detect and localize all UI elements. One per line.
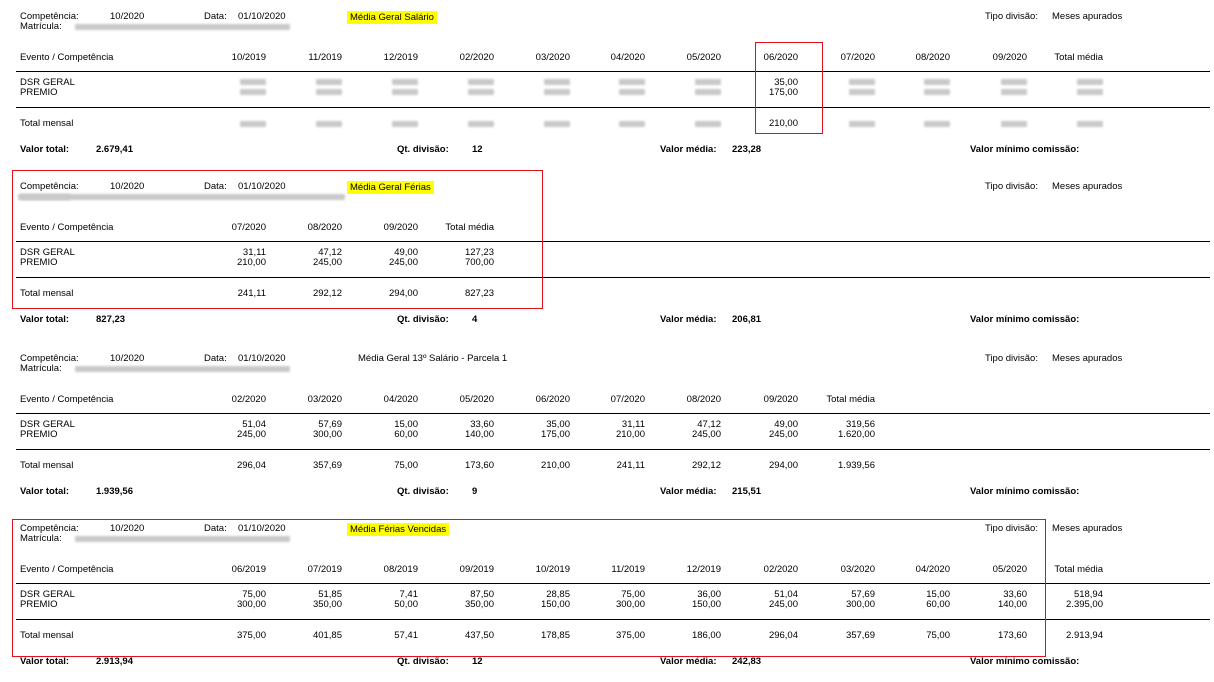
dsr-value: 47,12	[697, 419, 721, 430]
redacted-value	[316, 79, 342, 85]
dsr-value: 31,11	[242, 247, 266, 258]
total-mensal-value: 173,60	[464, 460, 494, 471]
redacted-value	[392, 89, 418, 95]
data-label: Data:	[204, 181, 227, 192]
redacted-value	[240, 79, 266, 85]
valor-media-value: 206,81	[732, 314, 762, 325]
column-header: 07/2020	[610, 394, 645, 405]
column-header: 06/2020	[763, 52, 798, 63]
premio-value: 2.395,00	[1066, 599, 1103, 610]
redacted-value	[924, 79, 950, 85]
competencia-label: Competência:	[20, 181, 79, 192]
column-header: 08/2019	[383, 564, 418, 575]
total-mensal-value: 357,69	[845, 630, 875, 641]
qt-divisao-value: 12	[472, 656, 483, 667]
column-header: 04/2020	[915, 564, 950, 575]
column-header: 05/2020	[992, 564, 1027, 575]
redacted-value	[1001, 89, 1027, 95]
redacted-value	[619, 89, 645, 95]
redacted-value	[544, 79, 570, 85]
tipo-divisao-value: Meses apurados	[1052, 353, 1123, 364]
total-mensal-value: 57,41	[394, 630, 418, 641]
total-mensal-value: 375,00	[615, 630, 645, 641]
column-header: Total média	[826, 394, 875, 405]
total-mensal-value: 294,00	[388, 288, 418, 299]
column-header: 02/2020	[763, 564, 798, 575]
column-header: 08/2020	[307, 222, 342, 233]
dsr-geral-label: DSR GERAL	[20, 247, 75, 258]
column-header: 03/2020	[307, 394, 342, 405]
dsr-value: 31,11	[621, 419, 645, 430]
redacted-total	[1077, 121, 1103, 127]
premio-value: 245,00	[768, 429, 798, 440]
redacted-value	[619, 79, 645, 85]
premio-value: 1.620,00	[838, 429, 875, 440]
dsr-value: 51,85	[318, 589, 342, 600]
total-mensal-value: 1.939,56	[838, 460, 875, 471]
total-mensal-value: 375,00	[236, 630, 266, 641]
valor-total-label: Valor total:	[20, 314, 70, 325]
valor-media-value: 223,28	[732, 144, 762, 155]
tipo-divisao-label: Tipo divisão:	[985, 353, 1038, 364]
evento-header: Evento / Competência	[20, 564, 114, 575]
column-header: 10/2019	[231, 52, 266, 63]
data-label: Data:	[204, 353, 227, 364]
column-header: 08/2020	[915, 52, 950, 63]
valor-media-label: Valor média:	[660, 486, 717, 497]
valor-media-value: 242,83	[732, 656, 762, 667]
total-mensal-value: 2.913,94	[1066, 630, 1103, 641]
column-header: 07/2019	[307, 564, 342, 575]
redacted-value	[316, 89, 342, 95]
column-header: 04/2020	[610, 52, 645, 63]
column-header: 02/2020	[231, 394, 266, 405]
column-header: 07/2020	[840, 52, 875, 63]
dsr-value: 57,69	[851, 589, 875, 600]
premio-value: 300,00	[236, 599, 266, 610]
premio-value: 300,00	[845, 599, 875, 610]
premio-label: PREMIO	[20, 257, 58, 268]
section-title: Média Férias Vencidas	[347, 523, 449, 536]
total-mensal-label: Total mensal	[20, 118, 74, 129]
premio-label: PREMIO	[20, 429, 58, 440]
premio-value: 350,00	[312, 599, 342, 610]
column-header: 05/2020	[686, 52, 721, 63]
qt-divisao-label: Qt. divisão:	[397, 656, 449, 667]
redacted-total	[619, 121, 645, 127]
total-mensal-value: 401,85	[312, 630, 342, 641]
dsr-value: 51,04	[242, 419, 266, 430]
total-mensal-value: 75,00	[394, 460, 418, 471]
column-header: 12/2019	[383, 52, 418, 63]
dsr-value: 15,00	[394, 419, 418, 430]
competencia-value: 10/2020	[110, 11, 145, 22]
redacted-value	[392, 79, 418, 85]
valor-total-value: 2.913,94	[96, 656, 133, 667]
premio-value: 50,00	[394, 599, 418, 610]
redacted-total	[316, 121, 342, 127]
total-mensal-value: 173,60	[997, 630, 1027, 641]
column-header: Total média	[445, 222, 494, 233]
valor-media-label: Valor média:	[660, 144, 717, 155]
redacted-value	[849, 89, 875, 95]
dsr-value: 7,41	[399, 589, 418, 600]
column-header: 09/2020	[383, 222, 418, 233]
evento-header: Evento / Competência	[20, 52, 114, 63]
valor-total-label: Valor total:	[20, 144, 70, 155]
dsr-value: 51,04	[774, 589, 798, 600]
competencia-label: Competência:	[20, 353, 79, 364]
redacted-value	[695, 89, 721, 95]
column-header: 03/2020	[840, 564, 875, 575]
column-header: 11/2019	[611, 564, 645, 575]
dsr-value: 319,56	[845, 419, 875, 430]
valor-minimo-label: Valor mínimo comissão:	[970, 486, 1080, 497]
dsr-value: 518,94	[1073, 589, 1103, 600]
valor-total-value: 2.679,41	[96, 144, 133, 155]
premio-label: PREMIO	[20, 87, 58, 98]
qt-divisao-label: Qt. divisão:	[397, 314, 449, 325]
column-header: 04/2020	[383, 394, 418, 405]
valor-total-value: 827,23	[96, 314, 126, 325]
column-header: 02/2020	[459, 52, 494, 63]
dsr-value: 49,00	[394, 247, 418, 258]
redacted-matricula	[75, 366, 290, 372]
dsr-value: 57,69	[318, 419, 342, 430]
header-divider	[16, 413, 1210, 414]
valor-total-value: 1.939,56	[96, 486, 133, 497]
redacted-value	[695, 79, 721, 85]
total-mensal-label: Total mensal	[20, 630, 74, 641]
column-header: 12/2019	[686, 564, 721, 575]
matricula-label: Matrícula:	[20, 21, 62, 32]
matricula-label: Matrícula:	[20, 533, 62, 544]
red-box-ferias-section	[12, 170, 543, 309]
tipo-divisao-value: Meses apurados	[1052, 11, 1123, 22]
premio-value: 210,00	[615, 429, 645, 440]
competencia-value: 10/2020	[110, 523, 145, 534]
section-title: Média Geral Férias	[347, 181, 434, 194]
section-title: Média Geral Salário	[347, 11, 437, 24]
premio-value: 350,00	[464, 599, 494, 610]
dsr-value: 35,00	[546, 419, 570, 430]
column-header: 06/2019	[231, 564, 266, 575]
report-section	[0, 0, 1214, 170]
redacted-total	[1001, 121, 1027, 127]
total-mensal-value: 296,04	[768, 630, 798, 641]
column-header: 05/2020	[459, 394, 494, 405]
total-mensal-value: 210,00	[540, 460, 570, 471]
total-mensal-value: 292,12	[691, 460, 721, 471]
valor-minimo-label: Valor mínimo comissão:	[970, 314, 1080, 325]
premio-value: 150,00	[540, 599, 570, 610]
premio-value: 140,00	[997, 599, 1027, 610]
report-section	[0, 342, 1214, 512]
data-label: Data:	[204, 523, 227, 534]
total-mensal-value: 357,69	[312, 460, 342, 471]
dsr-geral-label: DSR GERAL	[20, 589, 75, 600]
section-title: Média Geral 13º Salário - Parcela 1	[358, 353, 508, 364]
redacted-total	[849, 121, 875, 127]
premio-value: 210,00	[236, 257, 266, 268]
redacted-total	[695, 121, 721, 127]
premio-value: 245,00	[768, 599, 798, 610]
evento-header: Evento / Competência	[20, 394, 114, 405]
dsr-value: 33,60	[1003, 589, 1027, 600]
premio-label: PREMIO	[20, 599, 58, 610]
dsr-value: 49,00	[774, 419, 798, 430]
dsr-value: 15,00	[926, 589, 950, 600]
data-value: 01/10/2020	[238, 11, 286, 22]
total-divider	[16, 449, 1210, 450]
premio-value: 245,00	[388, 257, 418, 268]
competencia-label: Competência:	[20, 11, 79, 22]
qt-divisao-label: Qt. divisão:	[397, 486, 449, 497]
column-header: 09/2020	[992, 52, 1027, 63]
total-mensal-value: 186,00	[691, 630, 721, 641]
competencia-value: 10/2020	[110, 353, 145, 364]
dsr-value: 33,60	[470, 419, 494, 430]
redacted-value	[1077, 79, 1103, 85]
redacted-value	[849, 79, 875, 85]
qt-divisao-value: 4	[472, 314, 478, 325]
total-mensal-value: 241,11	[616, 460, 645, 471]
column-header: 09/2020	[763, 394, 798, 405]
premio-value: 300,00	[615, 599, 645, 610]
column-header: 08/2020	[686, 394, 721, 405]
premio-value: 60,00	[394, 429, 418, 440]
redacted-total	[240, 121, 266, 127]
red-box-june-column	[755, 42, 823, 134]
total-mensal-value: 178,85	[540, 630, 570, 641]
data-value: 01/10/2020	[238, 523, 286, 534]
column-header: 06/2020	[535, 394, 570, 405]
total-mensal-label: Total mensal	[20, 288, 74, 299]
data-value: 01/10/2020	[238, 181, 286, 192]
premio-value: 245,00	[312, 257, 342, 268]
tipo-divisao-value: Meses apurados	[1052, 181, 1123, 192]
header-divider	[16, 71, 1210, 72]
dsr-value: 75,00	[621, 589, 645, 600]
valor-minimo-label: Valor mínimo comissão:	[970, 144, 1080, 155]
qt-divisao-value: 12	[472, 144, 483, 155]
competencia-label: Competência:	[20, 523, 79, 534]
column-header: Total média	[1054, 564, 1103, 575]
data-label: Data:	[204, 11, 227, 22]
qt-divisao-value: 9	[472, 486, 478, 497]
redacted-value	[1077, 89, 1103, 95]
dsr-value: 127,23	[464, 247, 494, 258]
premio-value: 175,00	[768, 87, 798, 98]
redacted-value	[924, 89, 950, 95]
valor-media-label: Valor média:	[660, 656, 717, 667]
total-mensal-value: 292,12	[312, 288, 342, 299]
dsr-value: 87,50	[470, 589, 494, 600]
total-mensal-value: 241,11	[237, 288, 266, 299]
redacted-value	[468, 89, 494, 95]
total-mensal-value: 75,00	[926, 630, 950, 641]
premio-value: 60,00	[926, 599, 950, 610]
valor-media-value: 215,51	[732, 486, 762, 497]
matricula-label: Matrícula:	[20, 363, 62, 374]
premio-value: 150,00	[691, 599, 721, 610]
dsr-value: 36,00	[697, 589, 721, 600]
dsr-value: 28,85	[546, 589, 570, 600]
tipo-divisao-value: Meses apurados	[1052, 523, 1123, 534]
redacted-total	[468, 121, 494, 127]
redacted-value	[1001, 79, 1027, 85]
column-header: 03/2020	[535, 52, 570, 63]
valor-total-label: Valor total:	[20, 486, 70, 497]
total-mensal-label: Total mensal	[20, 460, 74, 471]
total-mensal-value: 437,50	[464, 630, 494, 641]
valor-minimo-label: Valor mínimo comissão:	[970, 656, 1080, 667]
qt-divisao-label: Qt. divisão:	[397, 144, 449, 155]
premio-value: 300,00	[312, 429, 342, 440]
premio-value: 175,00	[540, 429, 570, 440]
valor-total-label: Valor total:	[20, 656, 70, 667]
redacted-value	[468, 79, 494, 85]
dsr-value: 75,00	[242, 589, 266, 600]
total-mensal-value: 296,04	[236, 460, 266, 471]
total-mensal-value: 210,00	[768, 118, 798, 129]
redacted-value	[544, 89, 570, 95]
tipo-divisao-label: Tipo divisão:	[985, 181, 1038, 192]
total-mensal-value: 294,00	[768, 460, 798, 471]
tipo-divisao-label: Tipo divisão:	[985, 523, 1038, 534]
data-value: 01/10/2020	[238, 353, 286, 364]
premio-value: 245,00	[236, 429, 266, 440]
tipo-divisao-label: Tipo divisão:	[985, 11, 1038, 22]
total-mensal-value: 827,23	[464, 288, 494, 299]
redacted-total	[544, 121, 570, 127]
dsr-value: 47,12	[318, 247, 342, 258]
premio-value: 245,00	[691, 429, 721, 440]
redacted-total	[924, 121, 950, 127]
dsr-value: 35,00	[774, 77, 798, 88]
evento-header: Evento / Competência	[20, 222, 114, 233]
column-header: 10/2019	[535, 564, 570, 575]
redacted-total	[392, 121, 418, 127]
column-header: 07/2020	[231, 222, 266, 233]
dsr-geral-label: DSR GERAL	[20, 419, 75, 430]
redacted-matricula	[75, 24, 290, 30]
dsr-geral-label: DSR GERAL	[20, 77, 75, 88]
column-header: 11/2019	[308, 52, 342, 63]
premio-value: 700,00	[464, 257, 494, 268]
valor-media-label: Valor média:	[660, 314, 717, 325]
redacted-value	[240, 89, 266, 95]
column-header: Total média	[1054, 52, 1103, 63]
premio-value: 140,00	[464, 429, 494, 440]
red-box-ferias-vencidas	[12, 519, 1046, 657]
column-header: 09/2019	[459, 564, 494, 575]
competencia-value: 10/2020	[110, 181, 145, 192]
total-divider	[16, 107, 1210, 108]
